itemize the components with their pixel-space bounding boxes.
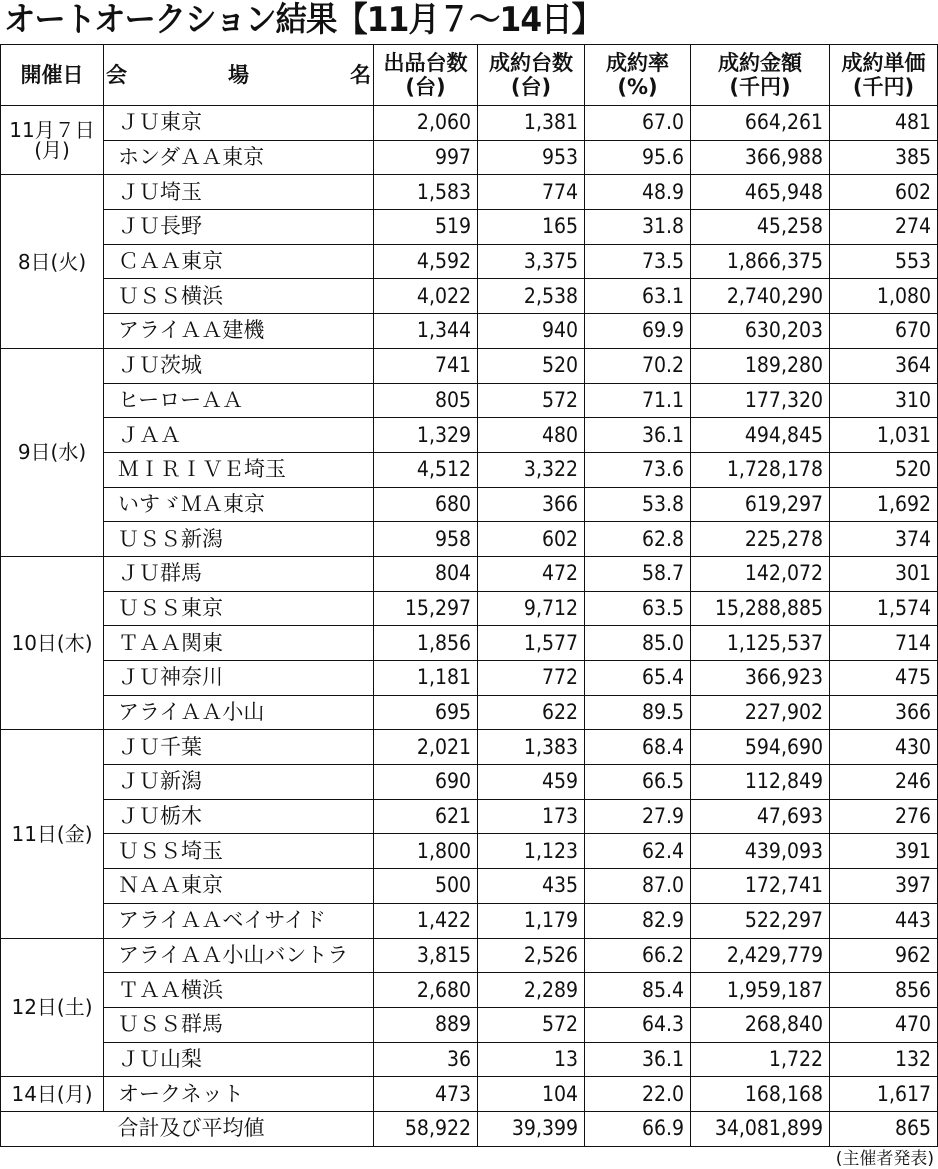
venue-cell: ＴＡＡ横浜: [104, 973, 374, 1008]
rate-cell: 67.0: [585, 106, 691, 141]
date-cell: 11日(金): [1, 730, 104, 938]
rate-cell: 87.0: [585, 869, 691, 904]
table-row: [1, 1007, 938, 1042]
listed-cell: 805: [374, 383, 478, 418]
table-row: [1, 591, 938, 626]
header-sold: 成約台数 (台): [478, 45, 585, 106]
unit-cell: 520: [830, 452, 938, 487]
rate-cell: 73.5: [585, 244, 691, 279]
venue-cell: ＪＵ栃木: [104, 799, 374, 834]
table-row: [1, 210, 938, 245]
sold-cell: 2,289: [478, 973, 585, 1008]
page-title: オートオークション結果【11月７～14日】: [4, 0, 602, 40]
table-row: [1, 1042, 938, 1077]
table-row: [1, 140, 938, 175]
listed-cell: 680: [374, 487, 478, 522]
listed-cell: 958: [374, 522, 478, 557]
amount-cell: 172,741: [691, 869, 830, 904]
sold-cell: 572: [478, 383, 585, 418]
rate-cell: 82.9: [585, 903, 691, 938]
listed-cell: 889: [374, 1007, 478, 1042]
unit-cell: 1,574: [830, 591, 938, 626]
rate-cell: 62.8: [585, 522, 691, 557]
venue-cell: アライＡＡ建機: [104, 314, 374, 349]
listed-cell: 2,680: [374, 973, 478, 1008]
sold-cell: 1,123: [478, 834, 585, 869]
rate-cell: 95.6: [585, 140, 691, 175]
listed-cell: 1,329: [374, 418, 478, 453]
sold-cell: 2,538: [478, 279, 585, 314]
listed-cell: 621: [374, 799, 478, 834]
venue-cell: ＪＵ千葉: [104, 730, 374, 765]
venue-cell: ＵＳＳ群馬: [104, 1007, 374, 1042]
table-row: [1, 556, 938, 591]
unit-cell: 276: [830, 799, 938, 834]
listed-cell: 1,422: [374, 903, 478, 938]
unit-cell: 1,031: [830, 418, 938, 453]
amount-cell: 225,278: [691, 522, 830, 557]
date-cell: 10日(木): [1, 556, 104, 729]
listed-cell: 1,800: [374, 834, 478, 869]
amount-cell: 142,072: [691, 556, 830, 591]
amount-cell: 465,948: [691, 175, 830, 210]
listed-cell: 804: [374, 556, 478, 591]
table-row: [1, 452, 938, 487]
rate-cell: 31.8: [585, 210, 691, 245]
table-row: [1, 903, 938, 938]
amount-cell: 664,261: [691, 106, 830, 141]
listed-cell: 2,060: [374, 106, 478, 141]
rate-cell: 85.4: [585, 973, 691, 1008]
sold-cell: 2,526: [478, 938, 585, 973]
total-rate-cell: 66.9: [585, 1111, 691, 1146]
header-amount: 成約金額 (千円): [691, 45, 830, 106]
sold-cell: 104: [478, 1077, 585, 1112]
header-rate: 成約率 (%): [585, 45, 691, 106]
total-listed-cell: 58,922: [374, 1111, 478, 1146]
venue-cell: ＪＡＡ: [104, 418, 374, 453]
venue-cell: ＪＵ山梨: [104, 1042, 374, 1077]
rate-cell: 27.9: [585, 799, 691, 834]
unit-cell: 385: [830, 140, 938, 175]
venue-cell: ＪＵ茨城: [104, 348, 374, 383]
unit-cell: 274: [830, 210, 938, 245]
table-row: [1, 869, 938, 904]
amount-cell: 2,740,290: [691, 279, 830, 314]
sold-cell: 1,577: [478, 626, 585, 661]
unit-cell: 602: [830, 175, 938, 210]
unit-cell: 1,617: [830, 1077, 938, 1112]
rate-cell: 66.5: [585, 765, 691, 800]
total-unit-cell: 865: [830, 1111, 938, 1146]
venue-cell: ＴＡＡ関東: [104, 626, 374, 661]
date-cell: 9日(水): [1, 348, 104, 556]
unit-cell: 374: [830, 522, 938, 557]
header-row: [1, 45, 938, 106]
sold-cell: 602: [478, 522, 585, 557]
venue-cell: ホンダＡＡ東京: [104, 140, 374, 175]
listed-cell: 690: [374, 765, 478, 800]
rate-cell: 22.0: [585, 1077, 691, 1112]
table-row: [1, 626, 938, 661]
unit-cell: 443: [830, 903, 938, 938]
rate-cell: 58.7: [585, 556, 691, 591]
listed-cell: 473: [374, 1077, 478, 1112]
rate-cell: 89.5: [585, 695, 691, 730]
table-row: [1, 244, 938, 279]
table-row: [1, 314, 938, 349]
venue-cell: ＪＵ新潟: [104, 765, 374, 800]
amount-cell: 45,258: [691, 210, 830, 245]
header-venue: 会 場 名: [104, 45, 374, 106]
sold-cell: 953: [478, 140, 585, 175]
total-row: [1, 1111, 938, 1146]
amount-cell: 112,849: [691, 765, 830, 800]
listed-cell: 4,022: [374, 279, 478, 314]
amount-cell: 366,988: [691, 140, 830, 175]
total-blank-cell: [1, 1111, 104, 1146]
table-row: [1, 661, 938, 696]
amount-cell: 1,125,537: [691, 626, 830, 661]
sold-cell: 9,712: [478, 591, 585, 626]
amount-cell: 268,840: [691, 1007, 830, 1042]
venue-cell: ＪＵ埼玉: [104, 175, 374, 210]
listed-cell: 2,021: [374, 730, 478, 765]
rate-cell: 36.1: [585, 418, 691, 453]
unit-cell: 1,692: [830, 487, 938, 522]
unit-cell: 391: [830, 834, 938, 869]
table-row: [1, 695, 938, 730]
rate-cell: 69.9: [585, 314, 691, 349]
rate-cell: 71.1: [585, 383, 691, 418]
venue-cell: アライＡＡベイサイド: [104, 903, 374, 938]
listed-cell: 1,583: [374, 175, 478, 210]
venue-cell: ＮＡＡ東京: [104, 869, 374, 904]
listed-cell: 4,512: [374, 452, 478, 487]
table-row: [1, 106, 938, 141]
amount-cell: 15,288,885: [691, 591, 830, 626]
unit-cell: 430: [830, 730, 938, 765]
amount-cell: 1,722: [691, 1042, 830, 1077]
amount-cell: 2,429,779: [691, 938, 830, 973]
source-note: (主催者発表): [835, 1149, 934, 1169]
rate-cell: 73.6: [585, 452, 691, 487]
rate-cell: 48.9: [585, 175, 691, 210]
sold-cell: 459: [478, 765, 585, 800]
venue-cell: ＪＵ長野: [104, 210, 374, 245]
venue-cell: ＣＡＡ東京: [104, 244, 374, 279]
listed-cell: 3,815: [374, 938, 478, 973]
rate-cell: 85.0: [585, 626, 691, 661]
amount-cell: 47,693: [691, 799, 830, 834]
amount-cell: 227,902: [691, 695, 830, 730]
table-row: [1, 973, 938, 1008]
rate-cell: 64.3: [585, 1007, 691, 1042]
sold-cell: 622: [478, 695, 585, 730]
rate-cell: 68.4: [585, 730, 691, 765]
rate-cell: 63.1: [585, 279, 691, 314]
date-cell: 12日(土): [1, 938, 104, 1077]
listed-cell: 741: [374, 348, 478, 383]
venue-cell: ＵＳＳ横浜: [104, 279, 374, 314]
amount-cell: 168,168: [691, 1077, 830, 1112]
venue-cell: アライＡＡ小山バントラ: [104, 938, 374, 973]
venue-cell: オークネット: [104, 1077, 374, 1112]
rate-cell: 66.2: [585, 938, 691, 973]
table-row: [1, 383, 938, 418]
total-amount-cell: 34,081,899: [691, 1111, 830, 1146]
table-row: [1, 487, 938, 522]
listed-cell: 36: [374, 1042, 478, 1077]
sold-cell: 435: [478, 869, 585, 904]
table-row: [1, 522, 938, 557]
sold-cell: 13: [478, 1042, 585, 1077]
venue-cell: ＵＳＳ東京: [104, 591, 374, 626]
sold-cell: 3,375: [478, 244, 585, 279]
listed-cell: 1,344: [374, 314, 478, 349]
sold-cell: 480: [478, 418, 585, 453]
amount-cell: 177,320: [691, 383, 830, 418]
unit-cell: 132: [830, 1042, 938, 1077]
unit-cell: 301: [830, 556, 938, 591]
table-row: [1, 1077, 938, 1112]
listed-cell: 695: [374, 695, 478, 730]
amount-cell: 189,280: [691, 348, 830, 383]
sold-cell: 3,322: [478, 452, 585, 487]
rate-cell: 63.5: [585, 591, 691, 626]
listed-cell: 4,592: [374, 244, 478, 279]
venue-cell: ＵＳＳ埼玉: [104, 834, 374, 869]
amount-cell: 1,866,375: [691, 244, 830, 279]
unit-cell: 714: [830, 626, 938, 661]
date-cell: 11月７日 (月): [1, 106, 104, 175]
sold-cell: 1,383: [478, 730, 585, 765]
unit-cell: 470: [830, 1007, 938, 1042]
sold-cell: 572: [478, 1007, 585, 1042]
unit-cell: 397: [830, 869, 938, 904]
unit-cell: 246: [830, 765, 938, 800]
unit-cell: 481: [830, 106, 938, 141]
venue-cell: ＵＳＳ新潟: [104, 522, 374, 557]
table-row: [1, 765, 938, 800]
sold-cell: 940: [478, 314, 585, 349]
listed-cell: 1,181: [374, 661, 478, 696]
sold-cell: 173: [478, 799, 585, 834]
venue-cell: アライＡＡ小山: [104, 695, 374, 730]
listed-cell: 15,297: [374, 591, 478, 626]
venue-cell: ＪＵ神奈川: [104, 661, 374, 696]
rate-cell: 65.4: [585, 661, 691, 696]
sold-cell: 772: [478, 661, 585, 696]
amount-cell: 594,690: [691, 730, 830, 765]
listed-cell: 519: [374, 210, 478, 245]
venue-cell: いすゞＭＡ東京: [104, 487, 374, 522]
listed-cell: 997: [374, 140, 478, 175]
unit-cell: 553: [830, 244, 938, 279]
table-row: [1, 834, 938, 869]
unit-cell: 670: [830, 314, 938, 349]
sold-cell: 520: [478, 348, 585, 383]
date-cell: 8日(火): [1, 175, 104, 348]
table-row: [1, 730, 938, 765]
amount-cell: 1,728,178: [691, 452, 830, 487]
venue-cell: ＪＵ東京: [104, 106, 374, 141]
listed-cell: 1,856: [374, 626, 478, 661]
total-sold-cell: 39,399: [478, 1111, 585, 1146]
rate-cell: 70.2: [585, 348, 691, 383]
total-label: 合計及び平均値: [104, 1111, 374, 1146]
amount-cell: 630,203: [691, 314, 830, 349]
table-row: [1, 799, 938, 834]
unit-cell: 1,080: [830, 279, 938, 314]
table-row: [1, 348, 938, 383]
header-date: 開催日: [1, 45, 104, 106]
sold-cell: 774: [478, 175, 585, 210]
sold-cell: 366: [478, 487, 585, 522]
amount-cell: 366,923: [691, 661, 830, 696]
table-row: [1, 938, 938, 973]
amount-cell: 522,297: [691, 903, 830, 938]
unit-cell: 475: [830, 661, 938, 696]
unit-cell: 366: [830, 695, 938, 730]
date-cell: 14日(月): [1, 1077, 104, 1112]
header-unit: 成約単価 (千円): [830, 45, 938, 106]
table-row: [1, 175, 938, 210]
amount-cell: 494,845: [691, 418, 830, 453]
venue-cell: ＪＵ群馬: [104, 556, 374, 591]
sold-cell: 1,179: [478, 903, 585, 938]
amount-cell: 439,093: [691, 834, 830, 869]
header-listed: 出品台数 (台): [374, 45, 478, 106]
venue-cell: ＭＩＲＩＶＥ埼玉: [104, 452, 374, 487]
rate-cell: 62.4: [585, 834, 691, 869]
unit-cell: 962: [830, 938, 938, 973]
rate-cell: 53.8: [585, 487, 691, 522]
amount-cell: 619,297: [691, 487, 830, 522]
sold-cell: 165: [478, 210, 585, 245]
rate-cell: 36.1: [585, 1042, 691, 1077]
sold-cell: 472: [478, 556, 585, 591]
listed-cell: 500: [374, 869, 478, 904]
sold-cell: 1,381: [478, 106, 585, 141]
unit-cell: 310: [830, 383, 938, 418]
amount-cell: 1,959,187: [691, 973, 830, 1008]
unit-cell: 364: [830, 348, 938, 383]
venue-cell: ヒーローＡＡ: [104, 383, 374, 418]
results-table: [0, 44, 938, 1147]
unit-cell: 856: [830, 973, 938, 1008]
table-row: [1, 418, 938, 453]
table-row: [1, 279, 938, 314]
